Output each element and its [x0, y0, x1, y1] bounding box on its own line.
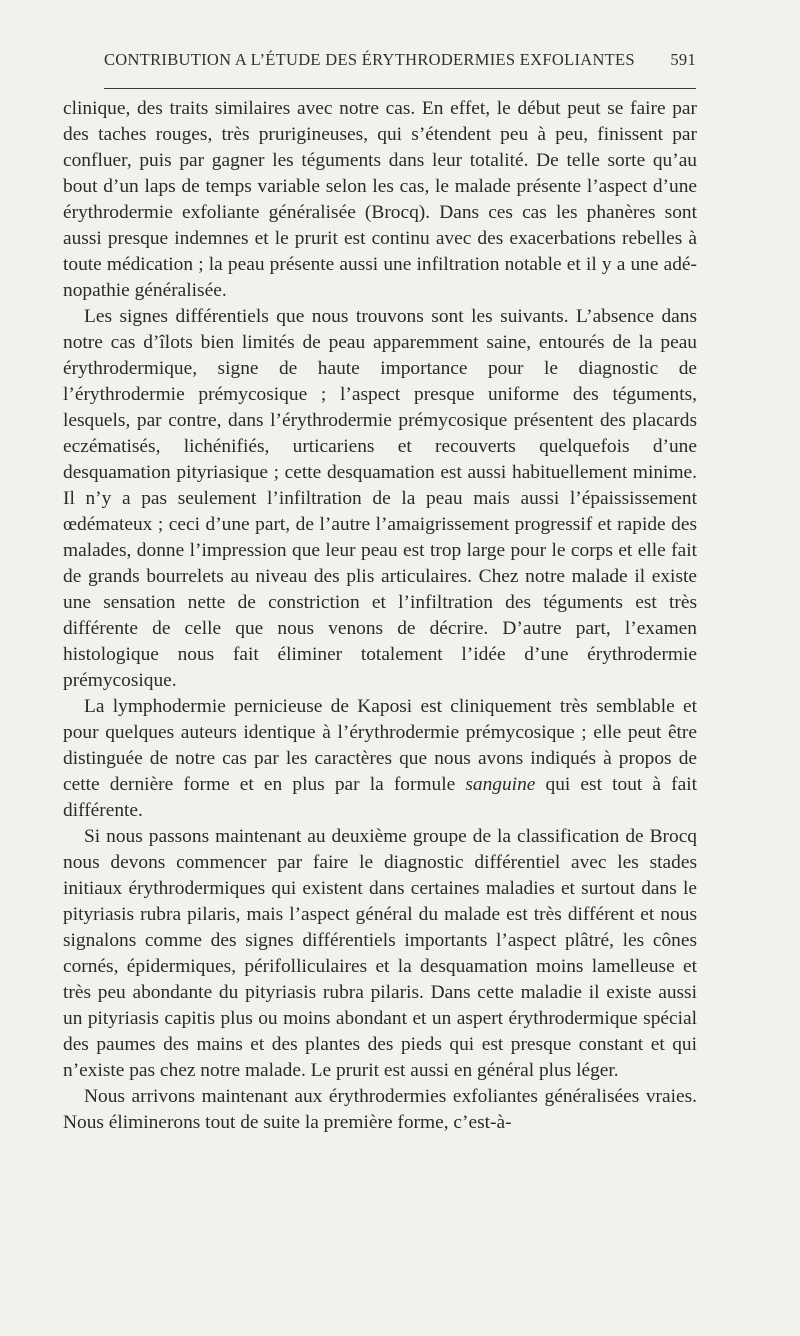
running-head: [104, 50, 696, 70]
paragraph-3-text-after: qui est tout à fait différente.: [63, 774, 697, 821]
paragraph-3-text-before: La lymphodermie pernicieuse de Kaposi est cliniquement très semblable et pour quelques auteurs identique à l’érythrodermie prémycosique ; elle peut être distinguée de notre cas par les caractères que nous avons indiqués à propos de cette dernière forme et en plus par la formule: [63, 696, 697, 795]
paragraph-2: Les signes différentiels que nous trouvons sont les suivants. L’absence dans notre cas d’îlots bien limités de peau apparemment saine, entourés de la peau érythrodermique, signe de haute importance pour le diagnostic de l’érythrodermie prémycosique ; l’aspect presque uniforme des téguments, lesquels, par contre, dans l’érythrodermie prémycosique présentent des placards eczématisés, lichénifiés, urticariens et recouverts quelquefois d’une desquamation pityriasique ; cette desquamation est aussi habituellement minime. Il n’y a pas seulement l’infiltration de la peau mais aussi l’épaississement œdémateux ; ceci d’une part, de l’autre l’amaigrissement progressif et rapide des malades, donne l’impression que leur peau est trop large pour le corps et elle fait de grands bourrelets au niveau des plis articulaires. Chez notre malade il existe une sensation nette de constriction et l’infiltration des téguments est très différente de celle que nous venons de décrire. D’autre part, l’examen histologique nous fait éliminer totalement l’idée d’une érythrodermie prémycosique.: [63, 306, 697, 691]
paragraph-5: Nous arrivons maintenant aux érythrodermies exfoliantes généralisées vraies. Nous éliminerons tout de suite la première forme, c’est-à-: [63, 1086, 697, 1133]
header-rule: [104, 88, 696, 89]
page-number: 591: [670, 50, 696, 69]
paragraph-3: [63, 694, 697, 824]
running-title: CONTRIBUTION A L’ÉTUDE DES ÉRYTHRODERMIES EXFOLIANTES: [104, 50, 635, 69]
emphasis-sanguine: sanguine: [465, 774, 536, 795]
body-text: [63, 96, 697, 1136]
paragraph-1: clinique, des traits similaires avec notre cas. En effet, le début peut se faire par des taches rouges, très prurigineuses, qui s’étendent peu à peu, finissent par confluer, puis par gagner les téguments dans leur totalité. De telle sorte qu’au bout d’un laps de temps variable selon les cas, le malade présente l’aspect d’une érythrodermie exfoliante généralisée (Brocq). Dans ces cas les phanères sont aussi presque indemnes et le prurit est continu avec des exacerbations rebelles à toute médication ; la peau présente aussi une infiltration notable et il y a une adénopathie généralisée.: [63, 98, 697, 301]
paragraph-4: Si nous passons maintenant au deuxième groupe de la classification de Brocq nous devons commencer par faire le diagnostic différentiel avec les stades initiaux érythrodermiques qui existent dans certaines maladies et surtout dans le pityriasis rubra pilaris, mais l’aspect général du malade est très différent et nous signalons comme des signes différentiels importants l’aspect plâtré, les cônes cornés, épidermiques, périfolliculaires et la desquamation moins lamelleuse et très peu abondante du pityriasis rubra pilaris. Dans cette maladie il existe aussi un pityriasis capitis plus ou moins abondant et un aspert érythrodermique spécial des paumes des mains et des plantes des pieds qui est presque constant et qui n’existe pas chez notre malade. Le prurit est aussi en général plus léger.: [63, 826, 697, 1081]
